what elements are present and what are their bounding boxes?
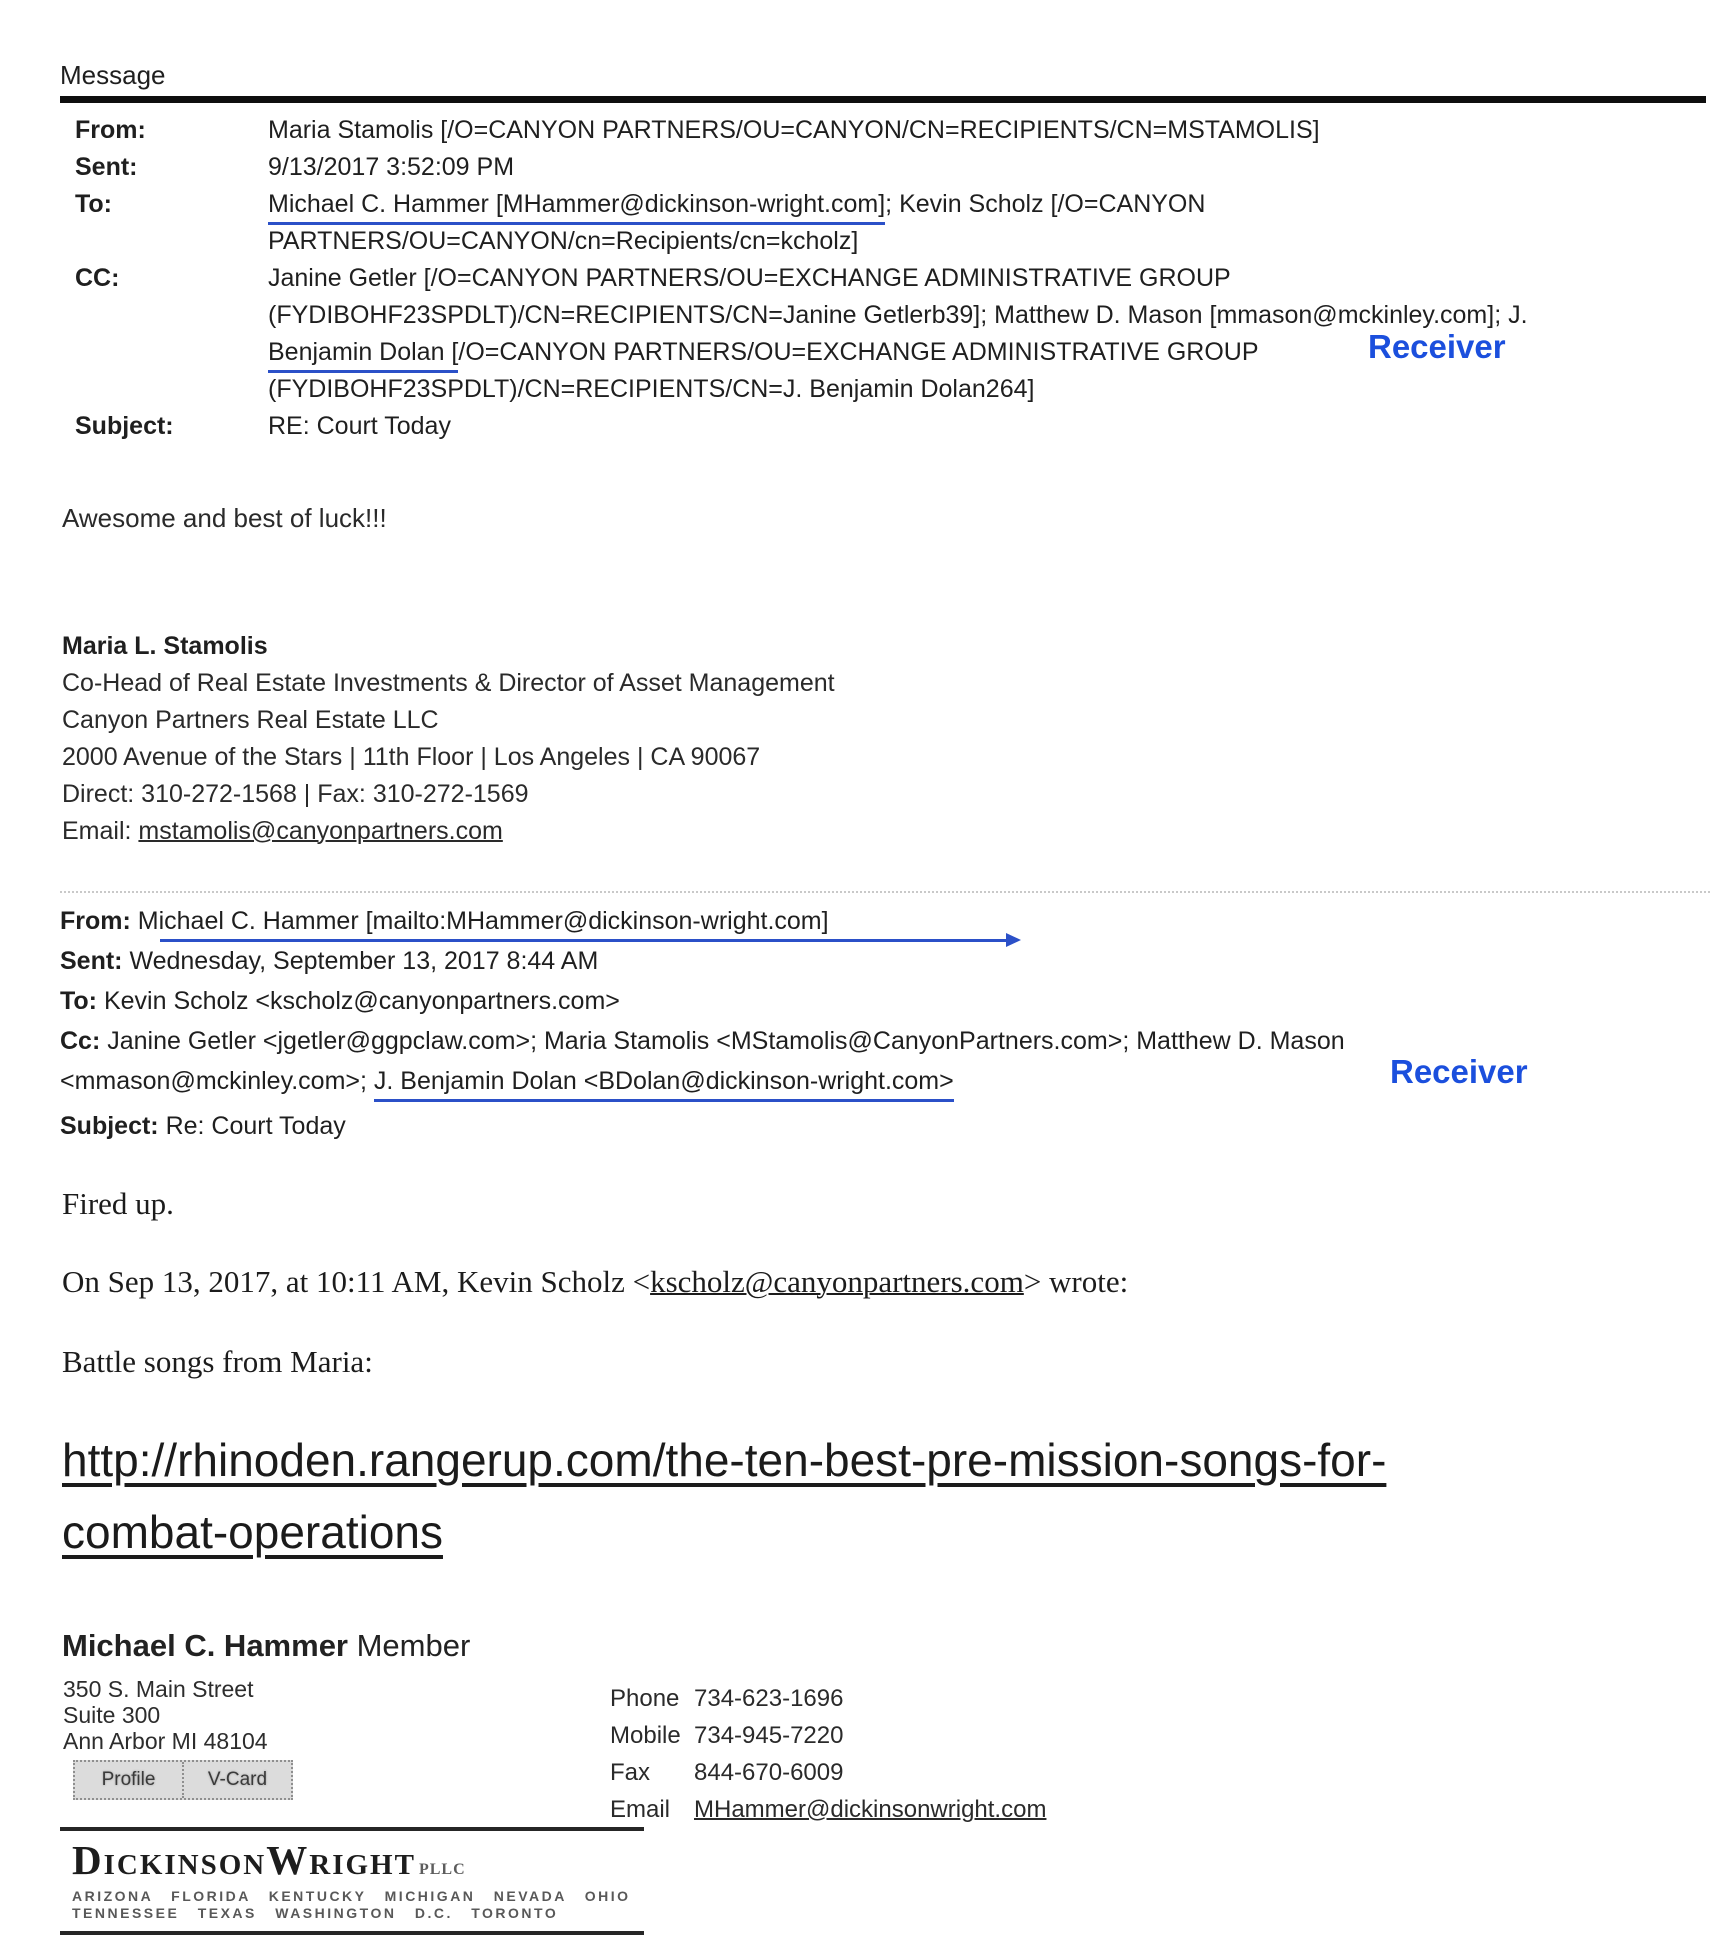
- hammer-name-line: [62, 1628, 470, 1664]
- quote-intro-post: > wrote:: [1023, 1264, 1129, 1299]
- hammer-email-link[interactable]: MHammer@dickinsonwright.com: [694, 1796, 1047, 1823]
- to-recipient-rest: ; Kevin Scholz [/O=CANYON: [885, 190, 1206, 218]
- sent-value: 9/13/2017 3:52:09 PM: [268, 153, 515, 181]
- email1-subject-row: [75, 408, 1528, 445]
- from-value: Michael C. Hammer [mailto:MHammer@dickinson-wright.com]: [130, 907, 829, 935]
- subject-value: RE: Court Today: [268, 412, 451, 440]
- email2-cc-line1: [60, 1021, 1345, 1061]
- signature-button-bar: [73, 1760, 293, 1800]
- logo-letter-w: W: [266, 1837, 310, 1883]
- email2-from-line: [60, 901, 1345, 941]
- cc-label: CC:: [75, 264, 120, 292]
- fax-label: Fax: [610, 1759, 651, 1786]
- url-link-line1[interactable]: http://rhinoden.rangerup.com/the-ten-best-pre-mission-songs-for-: [62, 1434, 1387, 1486]
- email2-subject-line: [60, 1106, 1345, 1146]
- cc-value-line2: (FYDIBOHF23SPDLT)/CN=RECIPIENTS/CN=Janine Getlerb39]; Matthew D. Mason [mmason@mckinley.com]; J.: [268, 301, 1528, 329]
- hammer-address: [63, 1676, 268, 1754]
- to-value-line2: PARTNERS/OU=CANYON/cn=Recipients/cn=kcholz]: [268, 227, 859, 255]
- firm-locations-line1: ARIZONA FLORIDA KENTUCKY MICHIGAN NEVADA OHIO: [72, 1888, 631, 1904]
- hammer-address-line2: Suite 300: [63, 1702, 161, 1728]
- to-label: To:: [75, 190, 113, 218]
- contact-row-fax: [610, 1754, 1046, 1791]
- hammer-address-line1: 350 S. Main Street: [63, 1676, 254, 1702]
- logo-ickinson: ICKINSON: [103, 1849, 267, 1881]
- email2-sent-line: [60, 941, 1345, 981]
- mobile-label: Mobile: [610, 1722, 681, 1749]
- logo-pllc-suffix: PLLC: [418, 1861, 466, 1878]
- phone-label: Phone: [610, 1685, 680, 1712]
- email1-to-row: [75, 186, 1528, 260]
- email1-from-row: [75, 112, 1528, 149]
- sent-label: Sent:: [60, 947, 123, 975]
- fax-value: 844-670-6009: [694, 1759, 844, 1786]
- sent-value: Wednesday, September 13, 2017 8:44 AM: [122, 947, 599, 975]
- contact-row-email: [610, 1791, 1046, 1828]
- to-label: To:: [60, 987, 98, 1015]
- email2-to-line: [60, 981, 1345, 1021]
- quote-intro-pre: On Sep 13, 2017, at 10:11 AM, Kevin Scholz <: [62, 1264, 651, 1299]
- mobile-value: 734-945-7220: [694, 1722, 844, 1749]
- stamolis-name: Maria L. Stamolis: [62, 632, 268, 660]
- email1-sent-row: [75, 149, 1528, 186]
- phone-value: 734-623-1696: [694, 1685, 844, 1712]
- subject-label: Subject:: [75, 412, 174, 440]
- email2-cc-line2: [60, 1061, 1345, 1101]
- cc-value-line3-rest: /O=CANYON PARTNERS/OU=EXCHANGE ADMINISTRATIVE GROUP: [458, 338, 1259, 366]
- message-title: Message: [60, 60, 166, 90]
- hammer-address-line3: Ann Arbor MI 48104: [63, 1728, 268, 1754]
- email1-cc-row: [75, 260, 1528, 408]
- hammer-contact-table: [610, 1680, 1046, 1828]
- receiver-annotation-2: Receiver: [1390, 1053, 1528, 1090]
- hammer-role: Member: [348, 1628, 471, 1663]
- contact-row-mobile: [610, 1717, 1046, 1754]
- profile-button[interactable]: Profile: [101, 1769, 156, 1790]
- cc-recipient-annotated: Benjamin Dolan [: [268, 338, 458, 373]
- cc-value: [268, 260, 1528, 408]
- logo-letter-d: D: [72, 1837, 104, 1883]
- from-label: From:: [75, 116, 146, 144]
- from-value: Maria Stamolis [/O=CANYON PARTNERS/OU=CANYON/CN=RECIPIENTS/CN=MSTAMOLIS]: [268, 116, 1320, 144]
- stamolis-phones: Direct: 310-272-1568 | Fax: 310-272-1569: [62, 780, 529, 808]
- quote-email-link[interactable]: kscholz@canyonpartners.com: [650, 1264, 1024, 1299]
- cc-label: Cc:: [60, 1027, 101, 1055]
- email2-body-battle-songs: Battle songs from Maria:: [62, 1344, 373, 1379]
- vcard-button[interactable]: V-Card: [182, 1762, 291, 1798]
- stamolis-email-link[interactable]: mstamolis@canyonpartners.com: [138, 817, 503, 845]
- to-recipient-annotated: Michael C. Hammer [MHammer@dickinson-wright.com]: [268, 190, 885, 225]
- contact-row-phone: [610, 1680, 1046, 1717]
- stamolis-email-label: Email:: [62, 817, 132, 845]
- email2-header: [60, 901, 1345, 1146]
- sent-label: Sent:: [75, 153, 138, 181]
- cc-value-line1: Janine Getler <jgetler@ggpclaw.com>; Maria Stamolis <MStamolis@CanyonPartners.com>; Matthew D. Mason: [100, 1027, 1345, 1055]
- subject-value: Re: Court Today: [158, 1112, 346, 1140]
- logo-right: RIGHT: [309, 1849, 416, 1881]
- cc-value-line4: (FYDIBOHF23SPDLT)/CN=RECIPIENTS/CN=J. Benjamin Dolan264]: [268, 375, 1035, 403]
- to-value: Kevin Scholz <kscholz@canyonpartners.com>: [97, 987, 620, 1015]
- cc-value-line1: Janine Getler [/O=CANYON PARTNERS/OU=EXCHANGE ADMINISTRATIVE GROUP: [268, 264, 1231, 292]
- logo-rule-bottom: [60, 1931, 644, 1935]
- email1-header: [75, 112, 1528, 445]
- stamolis-company: Canyon Partners Real Estate LLC: [62, 706, 439, 734]
- battle-songs-url: [62, 1424, 1386, 1568]
- stamolis-title: Co-Head of Real Estate Investments & Director of Asset Management: [62, 669, 835, 697]
- logo-rule-top: [60, 1827, 644, 1831]
- firm-locations-line2: TENNESSEE TEXAS WASHINGTON D.C. TORONTO: [72, 1905, 559, 1921]
- header-divider-rule: [60, 96, 1706, 103]
- dickinson-wright-logo: [72, 1836, 466, 1884]
- annotation-arrowhead-icon: [1006, 933, 1021, 947]
- cc-recipient-annotated: J. Benjamin Dolan <BDolan@dickinson-wright.com>: [374, 1067, 954, 1102]
- section-separator: [60, 891, 1710, 893]
- annotation-underline-arrow: [160, 939, 1008, 942]
- hammer-name: Michael C. Hammer: [62, 1628, 348, 1663]
- email2-quote-intro: [62, 1264, 1128, 1300]
- stamolis-signature: [62, 628, 835, 850]
- email1-body: Awesome and best of luck!!!: [62, 503, 387, 533]
- to-value: [268, 186, 1205, 260]
- email2-body-fired-up: Fired up.: [62, 1186, 174, 1221]
- stamolis-address: 2000 Avenue of the Stars | 11th Floor | Los Angeles | CA 90067: [62, 743, 761, 771]
- receiver-annotation-1: Receiver: [1368, 328, 1506, 365]
- firm-locations: [72, 1888, 631, 1922]
- from-label: From:: [60, 907, 131, 935]
- url-link-line2[interactable]: combat-operations: [62, 1506, 443, 1558]
- subject-label: Subject:: [60, 1112, 159, 1140]
- cc-value-line2-plain: <mmason@mckinley.com>;: [60, 1067, 374, 1095]
- email-label: Email: [610, 1796, 671, 1823]
